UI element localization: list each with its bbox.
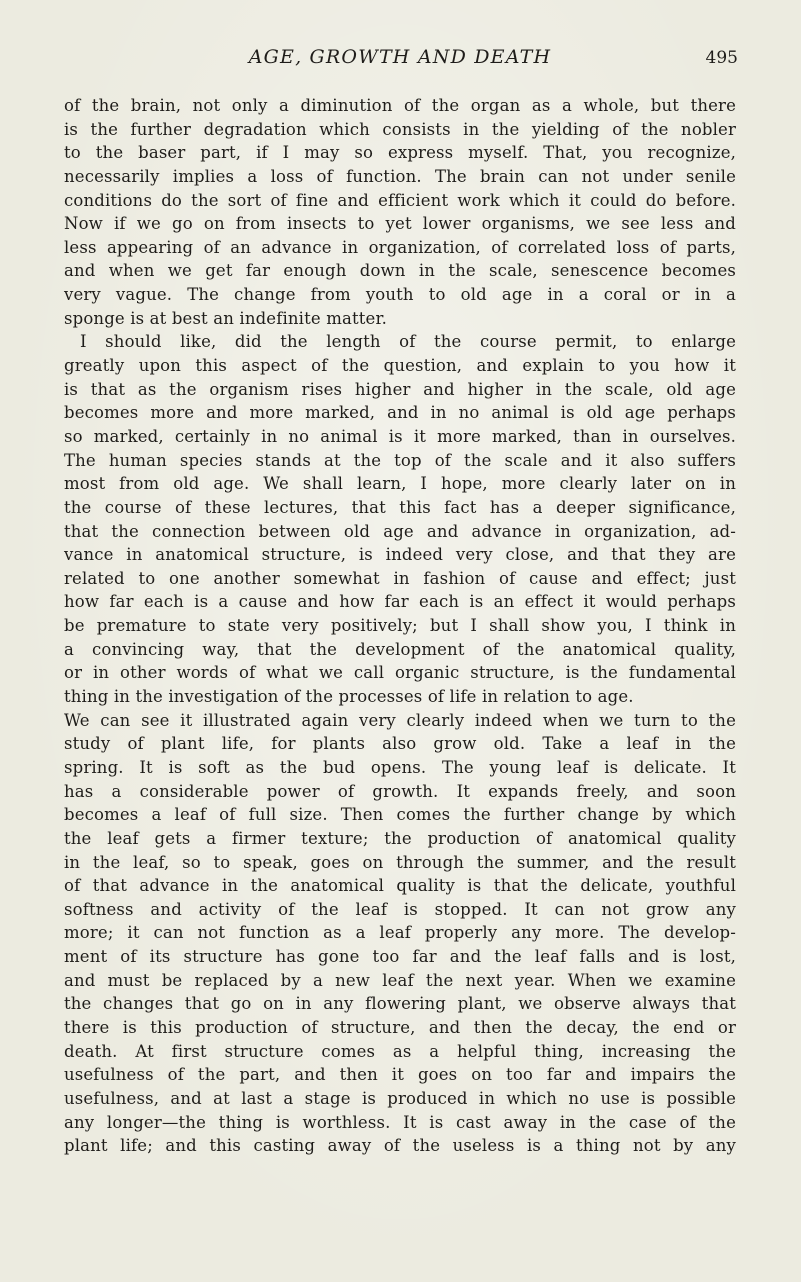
text-line: less appearing of an advance in organization, of correlated loss of parts, xyxy=(64,237,736,257)
text-line: be premature to state very positively; but I shall show you, I think in xyxy=(64,616,736,636)
text-line: thing in the investigation of the processes of life in relation to age. xyxy=(64,687,634,707)
text-line: to the baser part, if I may so express myself. That, you recognize, xyxy=(64,143,736,163)
text-line: conditions do the sort of fine and efficient work which it could do before. xyxy=(64,190,736,210)
body-text xyxy=(64,94,736,1158)
text-line: death. At first structure comes as a helpful thing, increasing the xyxy=(64,1041,736,1061)
running-head: AGE, GROWTH AND DEATH xyxy=(248,46,552,68)
text-line: that the connection between old age and advance in organization, ad- xyxy=(64,521,736,541)
text-line: a convincing way, that the development of the anatomical quality, xyxy=(64,639,736,659)
text-line: any longer—the thing is worthless. It is cast away in the case of the xyxy=(64,1112,736,1132)
text-line: is the further degradation which consists in the yielding of the nobler xyxy=(64,119,736,139)
text-line: is that as the organism rises higher and higher in the scale, old age xyxy=(64,379,736,399)
text-line: ment of its structure has gone too far and the leaf falls and is lost, xyxy=(64,947,736,967)
text-line: necessarily implies a loss of function. The brain can not under senile xyxy=(64,166,736,186)
text-line: The human species stands at the top of the scale and it also suffers xyxy=(64,450,736,470)
text-line: more; it can not function as a leaf properly any more. The develop- xyxy=(64,923,736,943)
text-line: has a considerable power of growth. It expands freely, and soon xyxy=(64,781,736,801)
text-line: becomes a leaf of full size. Then comes the further change by which xyxy=(64,805,736,825)
text-line: of that advance in the anatomical quality is that the delicate, youthful xyxy=(64,876,736,896)
text-line: and when we get far enough down in the scale, senescence becomes xyxy=(64,261,736,281)
text-line: very vague. The change from youth to old age in a coral or in a xyxy=(64,285,736,305)
page-header xyxy=(64,46,736,78)
text-line: We can see it illustrated again very clearly indeed when we turn to the xyxy=(64,710,736,730)
text-line: study of plant life, for plants also grow old. Take a leaf in the xyxy=(64,734,736,754)
text-line: how far each is a cause and how far each is an effect it would perhaps xyxy=(64,592,736,612)
text-line: the changes that go on in any flowering plant, we observe always that xyxy=(64,994,736,1014)
text-line: most from old age. We shall learn, I hope, more clearly later on in xyxy=(64,474,736,494)
text-line: or in other words of what we call organic structure, is the fundamental xyxy=(64,663,736,683)
text-line: vance in anatomical structure, is indeed very close, and that they are xyxy=(64,545,736,565)
text-line: related to one another somewhat in fashion of cause and effect; just xyxy=(64,568,736,588)
text-line: so marked, certainly in no animal is it more marked, than in ourselves. xyxy=(64,426,736,446)
text-line: spring. It is soft as the bud opens. The young leaf is delicate. It xyxy=(64,757,736,777)
text-line: softness and activity of the leaf is stopped. It can not grow any xyxy=(64,899,736,919)
text-line: plant life; and this casting away of the useless is a thing not by any xyxy=(64,1136,736,1156)
text-line: the course of these lectures, that this fact has a deeper significance, xyxy=(64,497,736,517)
text-line: I should like, did the length of the course permit, to enlarge xyxy=(80,332,736,352)
text-line: of the brain, not only a diminution of the organ as a whole, but there xyxy=(64,96,736,115)
text-line: Now if we go on from insects to yet lower organisms, we see less and xyxy=(64,214,736,234)
text-line: the leaf gets a firmer texture; the production of anatomical quality xyxy=(64,828,736,848)
text-line: greatly upon this aspect of the question, and explain to you how it xyxy=(64,356,736,376)
text-line: sponge is at best an indefinite matter. xyxy=(64,308,388,328)
text-line: becomes more and more marked, and in no animal is old age perhaps xyxy=(64,403,736,423)
text-line: and must be replaced by a new leaf the next year. When we examine xyxy=(64,970,736,990)
text-line: there is this production of structure, and then the decay, the end or xyxy=(64,1017,736,1037)
text-line: in the leaf, so to speak, goes on through the summer, and the result xyxy=(64,852,736,872)
page-number: 495 xyxy=(705,48,738,68)
text-line: usefulness of the part, and then it goes on too far and impairs the xyxy=(64,1065,736,1085)
text-line: usefulness, and at last a stage is produced in which no use is possible xyxy=(64,1088,736,1108)
